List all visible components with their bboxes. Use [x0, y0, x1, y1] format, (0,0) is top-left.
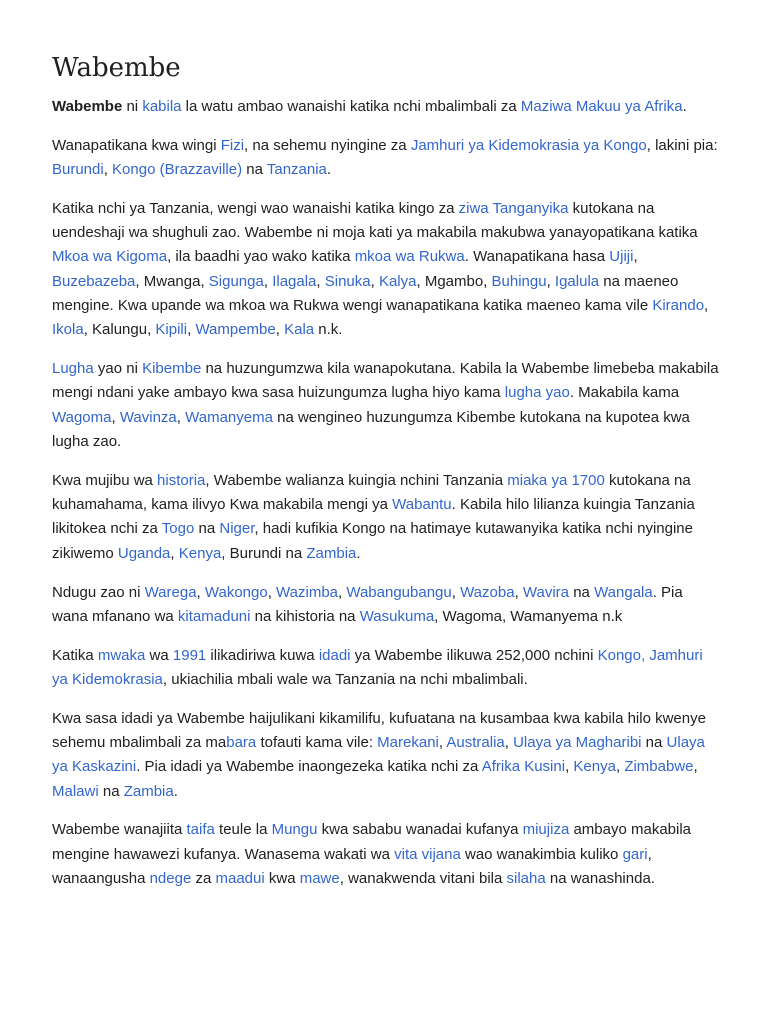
link-mawe[interactable]: mawe	[299, 870, 340, 888]
link-marekani[interactable]: Marekani	[377, 734, 439, 752]
text: . Pia wana mfanano wa	[52, 583, 683, 625]
text: ,	[267, 583, 277, 601]
link-fizi[interactable]: Fizi	[220, 136, 245, 154]
text: , Wabembe walianza kuingia nchini Tanzania	[205, 471, 508, 489]
paragraph	[52, 818, 722, 891]
text: ,	[187, 321, 196, 339]
link-togo[interactable]: Togo	[161, 520, 195, 538]
link-sigunga[interactable]: Sigunga	[208, 272, 264, 290]
link-historia[interactable]: historia	[157, 471, 206, 489]
link-ziwa-tanganyika[interactable]: ziwa Tanganyika	[458, 199, 569, 217]
link-vita-vijana[interactable]: vita vijana	[394, 845, 461, 863]
link-kenya[interactable]: Kenya	[178, 544, 222, 562]
text: .	[682, 98, 687, 115]
link-jamhuri-ya-kidemokrasia-ya-kongo[interactable]: Jamhuri ya Kidemokrasia ya Kongo	[410, 136, 647, 154]
link-ulaya-ya-magharibi[interactable]: Ulaya ya Magharibi	[513, 734, 642, 752]
paragraph	[52, 197, 722, 343]
text: Katika nchi ya Tanzania, wengi wao wanaishi katika kingo za	[52, 199, 459, 217]
text: na	[242, 161, 267, 179]
bold-term: Wabembe	[52, 98, 123, 115]
link-kipili[interactable]: Kipili	[155, 321, 188, 339]
text: . Pia idadi ya Wabembe inaongezeka katika nchi za	[136, 758, 482, 776]
text: kwa sababu wanadai kufanya	[317, 821, 523, 839]
text: . Wanapatikana hasa	[464, 248, 610, 266]
link-idadi[interactable]: idadi	[318, 646, 351, 664]
link-kalya[interactable]: Kalya	[378, 272, 417, 290]
text: tofauti kama vile:	[256, 734, 378, 752]
text: , Kalungu,	[83, 321, 156, 339]
text: yao ni	[93, 360, 143, 378]
text: na	[194, 520, 220, 538]
link-warega[interactable]: Warega	[144, 583, 197, 601]
text: ilikadiriwa kuwa	[206, 646, 319, 664]
paragraph	[52, 469, 722, 566]
text: , wanaangusha	[52, 845, 652, 888]
text: , na sehemu nyingine za	[244, 136, 411, 154]
link-wagoma[interactable]: Wagoma	[52, 408, 112, 426]
link-niger[interactable]: Niger	[219, 520, 255, 538]
link-afrika-kusini[interactable]: Afrika Kusini	[481, 758, 566, 776]
link-mwaka[interactable]: mwaka	[97, 646, 146, 664]
link-mkoa-wa-kigoma[interactable]: Mkoa wa Kigoma	[52, 248, 168, 266]
paragraph	[52, 707, 722, 804]
link-burundi[interactable]: Burundi	[52, 161, 104, 179]
paragraph	[52, 644, 722, 693]
text: kutokana na kuhamahama, kama ilivyo Kwa makabila mengi ya	[52, 471, 691, 514]
link-buhingu[interactable]: Buhingu	[491, 272, 547, 290]
link-gari[interactable]: gari	[622, 845, 648, 863]
link-buzebazeba[interactable]: Buzebazeba	[52, 272, 136, 290]
link-kongo-jamhuri-ya-kidemokrasia[interactable]: Kongo, Jamhuri ya Kidemokrasia	[52, 646, 703, 688]
link-wakongo[interactable]: Wakongo	[204, 583, 268, 601]
text: ,	[370, 272, 379, 290]
text: na huzungumzwa kila wanapokutana. Kabila la Wabembe limebeba makabila mengi ndani yake ambayo kwa sasa huizungumza lugha hiyo kama	[52, 360, 719, 402]
link-mungu[interactable]: Mungu	[271, 821, 318, 839]
link-sinuka[interactable]: Sinuka	[324, 272, 371, 290]
text: n.k.	[314, 321, 343, 339]
article-body	[52, 95, 722, 891]
text: ambayo makabila mengine hawawezi kufanya. Wanasema wakati wa	[52, 821, 692, 863]
text: ,	[196, 583, 205, 601]
text: , ukiachilia mbali wale wa Tanzania na nchi mbalimbali.	[162, 670, 528, 688]
link-maadui[interactable]: maadui	[215, 870, 265, 888]
text: ,	[338, 583, 347, 601]
text: ,	[693, 758, 698, 776]
text: ,	[546, 272, 555, 290]
text: teule la	[214, 821, 272, 839]
text: Kwa sasa idadi ya Wabembe haijulikani kikamilifu, kufuatana na kusambaa kwa kabila hilo kwenye sehemu mbalimbali za ma	[52, 709, 706, 752]
link-wangala[interactable]: Wangala	[594, 583, 653, 601]
link-ujiji[interactable]: Ujiji	[609, 248, 634, 266]
text: na	[98, 782, 124, 800]
text: ,	[263, 272, 273, 290]
text: na	[569, 583, 595, 601]
text: ni	[122, 98, 143, 115]
link-bara[interactable]: bara	[226, 734, 257, 752]
paragraph	[52, 581, 722, 630]
text: .	[356, 544, 361, 562]
link-ikola[interactable]: Ikola	[52, 321, 84, 339]
link-wazoba[interactable]: Wazoba	[460, 583, 515, 601]
text: Katika	[52, 646, 98, 664]
text: , Wagoma, Wamanyema n.k	[434, 607, 623, 625]
text: ,	[438, 734, 447, 752]
text: ,	[451, 583, 461, 601]
text: na kihistoria na	[250, 607, 360, 625]
article-content	[52, 0, 722, 906]
text: , ila baadhi yao wako katika	[167, 248, 355, 266]
link-wasukuma[interactable]: Wasukuma	[359, 607, 435, 625]
text: ,	[316, 272, 325, 290]
text: . Makabila kama	[569, 384, 680, 402]
link-australia[interactable]: Australia	[446, 734, 505, 752]
link-malawi[interactable]: Malawi	[52, 782, 99, 800]
link-kala[interactable]: Kala	[284, 321, 315, 339]
link-zambia[interactable]: Zambia	[123, 782, 174, 800]
text: ,	[170, 544, 179, 562]
page-title: Wabembe	[52, 53, 181, 83]
link-kongo-brazzaville[interactable]: Kongo (Brazzaville)	[112, 161, 243, 179]
text: , hadi kufikia Kongo na hatimaye kutawanyika katika nchi nyingine zikiwemo	[52, 520, 693, 562]
text: Wabembe wanajiita	[52, 821, 187, 839]
link-miujiza[interactable]: miujiza	[522, 821, 570, 839]
link-wampembe[interactable]: Wampembe	[195, 321, 276, 339]
text: ,	[111, 408, 120, 426]
link-tanzania[interactable]: Tanzania	[266, 161, 327, 179]
link-ilagala[interactable]: Ilagala	[272, 272, 317, 290]
text: la watu ambao wanaishi katika nchi mbalimbali za	[181, 98, 521, 115]
text: wao wanakimbia kuliko	[460, 845, 623, 863]
text: ,	[514, 583, 523, 601]
link-silaha[interactable]: silaha	[506, 870, 546, 888]
link-zimbabwe[interactable]: Zimbabwe	[624, 758, 694, 776]
text: , Mgambo,	[416, 272, 492, 290]
text: za	[191, 870, 216, 888]
link-wabantu[interactable]: Wabantu	[392, 496, 452, 514]
link-maziwa-makuu-ya-afrika[interactable]: Maziwa Makuu ya Afrika	[520, 98, 683, 115]
link-zambia[interactable]: Zambia	[306, 544, 357, 562]
link-lugha[interactable]: Lugha	[52, 360, 94, 378]
link-wazimba[interactable]: Wazimba	[276, 583, 339, 601]
link-igalula[interactable]: Igalula	[554, 272, 600, 290]
text: .	[173, 782, 178, 800]
text: na	[641, 734, 667, 752]
text: na wengineo huzungumza Kibembe kutokana na kupotea kwa lugha zao.	[52, 408, 690, 451]
text: Wanapatikana kwa wingi	[52, 136, 221, 154]
text: ,	[275, 321, 285, 339]
link-ulaya-ya-kaskazini[interactable]: Ulaya ya Kaskazini	[52, 734, 705, 776]
text: ,	[633, 248, 638, 266]
link-1991[interactable]: 1991	[172, 646, 207, 664]
paragraph	[52, 357, 722, 454]
link-uganda[interactable]: Uganda	[117, 544, 171, 562]
link-kibembe[interactable]: Kibembe	[142, 360, 202, 378]
link-lugha-yao[interactable]: lugha yao	[504, 384, 570, 402]
link-wabangubangu[interactable]: Wabangubangu	[346, 583, 452, 601]
text: Ndugu zao ni	[52, 583, 145, 601]
text: na wanashinda.	[545, 870, 655, 888]
link-kirando[interactable]: Kirando	[652, 297, 705, 315]
text: ,	[504, 734, 514, 752]
text: ya Wabembe ilikuwa 252,000 nchini	[350, 646, 598, 664]
text: ,	[565, 758, 574, 776]
text: ,	[615, 758, 625, 776]
text: kutokana na uendeshaji wa shughuli zao. Wabembe ni moja kati ya makabila makubwa yanayopatikana katika	[52, 199, 698, 242]
text: , lakini pia:	[646, 136, 718, 154]
text: na maeneo mengine. Kwa upande wa mkoa wa Rukwa wengi wanapatikana katika maeneo kama vile	[52, 272, 679, 315]
link-wavinza[interactable]: Wavinza	[119, 408, 177, 426]
link-wamanyema[interactable]: Wamanyema	[185, 408, 273, 426]
link-kenya[interactable]: Kenya	[573, 758, 616, 776]
text: Kwa mujibu wa	[52, 471, 158, 489]
text: ,	[704, 297, 709, 315]
text: ,	[103, 161, 113, 179]
link-kabila[interactable]: kabila	[142, 98, 182, 115]
text: wa	[145, 646, 173, 664]
text: , Mwanga,	[135, 272, 209, 290]
link-wavira[interactable]: Wavira	[522, 583, 570, 601]
link-ndege[interactable]: ndege	[149, 870, 192, 888]
text: , Burundi na	[221, 544, 307, 562]
text: ,	[176, 408, 186, 426]
text: kwa	[264, 870, 300, 888]
link-miaka-ya-1700[interactable]: miaka ya 1700	[507, 471, 605, 489]
text: , wanakwenda vitani bila	[339, 870, 507, 888]
link-mkoa-wa-rukwa[interactable]: mkoa wa Rukwa	[354, 248, 465, 266]
link-kitamaduni[interactable]: kitamaduni	[177, 607, 251, 625]
paragraph	[52, 95, 722, 119]
text: . Kabila hilo lilianza kuingia Tanzania likitokea nchi za	[52, 496, 695, 538]
text: .	[326, 161, 332, 179]
link-taifa[interactable]: taifa	[186, 821, 215, 839]
paragraph	[52, 134, 722, 183]
